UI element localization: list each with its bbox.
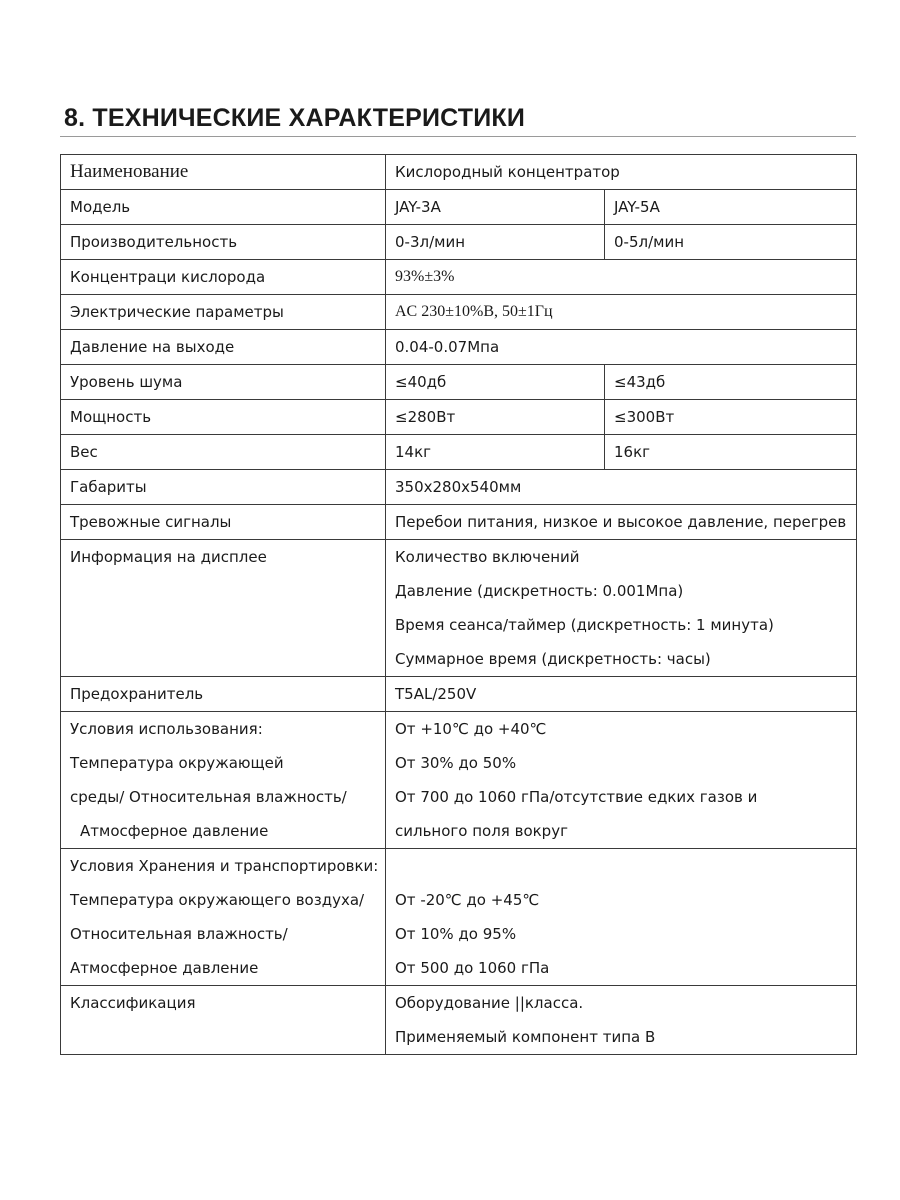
usage-value: От 700 до 1060 гПа/отсутствие едких газов и — [395, 788, 758, 806]
table-row-weight — [61, 435, 857, 470]
weight-b: 16кг — [605, 435, 857, 470]
noise-label: Уровень шума — [61, 365, 386, 400]
fuse-label: Предохранитель — [61, 677, 386, 712]
classification-line: Оборудование ||класса. — [395, 994, 584, 1012]
storage-value: От 500 до 1060 гПа — [395, 959, 550, 977]
noise-a: ≤40дб — [386, 365, 605, 400]
electrical-value: AC 230±10%B, 50±1Гц — [386, 295, 857, 330]
electrical-label: Электрические параметры — [61, 295, 386, 330]
storage-label: Условия Хранения и транспортировки: — [70, 857, 379, 875]
table-row-model — [61, 190, 857, 225]
productivity-a: 0-3л/мин — [386, 225, 605, 260]
table-row-header — [61, 155, 857, 190]
table-row-storage — [61, 849, 857, 986]
productivity-b: 0-5л/мин — [605, 225, 857, 260]
concentration-value: 93%±3% — [386, 260, 857, 295]
table-row-pressure — [61, 330, 857, 365]
table-row-dimensions — [61, 470, 857, 505]
table-row-electrical — [61, 295, 857, 330]
pressure-label: Давление на выходе — [61, 330, 386, 365]
alarms-label: Тревожные сигналы — [61, 505, 386, 540]
table-row-power — [61, 400, 857, 435]
model-a: JAY-3A — [386, 190, 605, 225]
display-line: Суммарное время (дискретность: часы) — [395, 650, 711, 668]
usage-value: сильного поля вокруг — [395, 822, 568, 840]
storage-label: Относительная влажность/ — [70, 925, 288, 943]
alarms-value: Перебои питания, низкое и высокое давление, перегрев — [386, 505, 857, 540]
dimensions-value: 350x280x540мм — [386, 470, 857, 505]
header-label: Наименование — [61, 155, 386, 190]
spec-table — [60, 154, 857, 1055]
display-line: Время сеанса/таймер (дискретность: 1 минута) — [395, 616, 774, 634]
power-label: Мощность — [61, 400, 386, 435]
power-b: ≤300Вт — [605, 400, 857, 435]
weight-a: 14кг — [386, 435, 605, 470]
model-b: JAY-5A — [605, 190, 857, 225]
table-row-usage — [61, 712, 857, 849]
title-underline — [60, 136, 856, 137]
storage-value: От -20℃ до +45℃ — [395, 891, 540, 909]
storage-label: Атмосферное давление — [70, 959, 259, 977]
usage-label: Атмосферное давление — [80, 822, 269, 840]
productivity-label: Производительность — [61, 225, 386, 260]
usage-value: От 30% до 50% — [395, 754, 517, 772]
storage-spacer — [395, 849, 856, 883]
table-row-classification — [61, 986, 857, 1055]
table-row-display — [61, 540, 857, 677]
usage-value: От +10℃ до +40℃ — [395, 720, 547, 738]
usage-label: среды/ Относительная влажность/ — [70, 788, 347, 806]
display-line: Количество включений — [395, 548, 580, 566]
weight-label: Вес — [61, 435, 386, 470]
storage-label: Температура окружающего воздуха/ — [70, 891, 365, 909]
display-line: Давление (дискретность: 0.001Мпа) — [395, 582, 684, 600]
classification-line: Применяемый компонент типа В — [395, 1028, 656, 1046]
table-row-concentration — [61, 260, 857, 295]
concentration-label: Концентраци кислорода — [61, 260, 386, 295]
display-label: Информация на дисплее — [70, 548, 267, 566]
table-row-productivity — [61, 225, 857, 260]
model-label: Модель — [61, 190, 386, 225]
table-row-fuse — [61, 677, 857, 712]
pressure-value: 0.04-0.07Мпа — [386, 330, 857, 365]
table-row-alarms — [61, 505, 857, 540]
table-row-noise — [61, 365, 857, 400]
storage-value: От 10% до 95% — [395, 925, 517, 943]
page-title: 8. ТЕХНИЧЕСКИЕ ХАРАКТЕРИСТИКИ — [64, 104, 526, 132]
noise-b: ≤43дб — [605, 365, 857, 400]
usage-label: Условия использования: — [70, 720, 263, 738]
power-a: ≤280Вт — [386, 400, 605, 435]
usage-label: Температура окружающей — [70, 754, 284, 772]
dimensions-label: Габариты — [61, 470, 386, 505]
header-value: Кислородный концентратор — [386, 155, 857, 190]
fuse-value: T5AL/250V — [386, 677, 857, 712]
classification-label: Классификация — [70, 994, 196, 1012]
